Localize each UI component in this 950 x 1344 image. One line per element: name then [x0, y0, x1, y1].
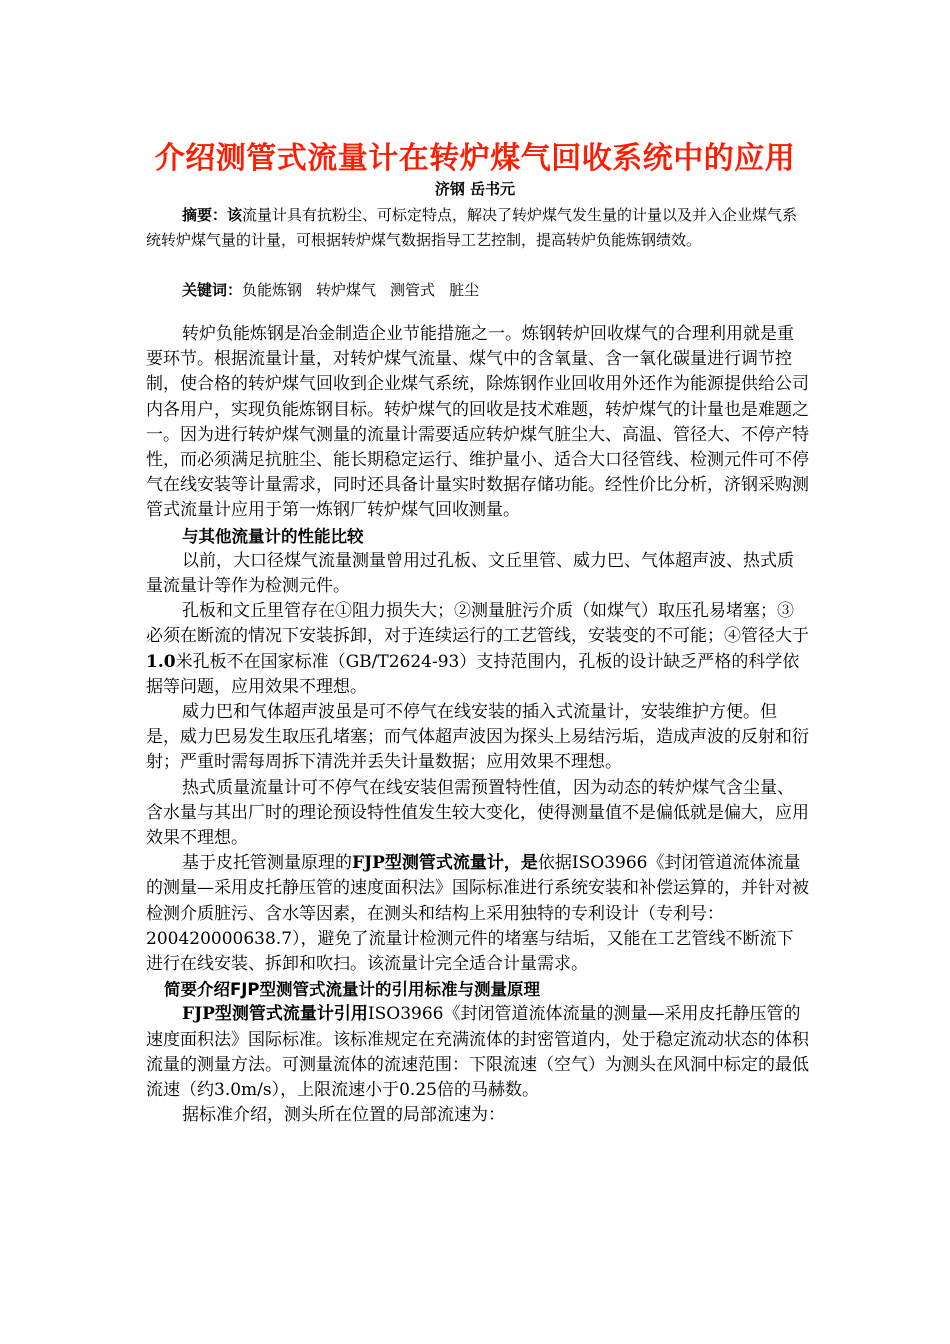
body-text	[146, 322, 810, 1129]
abstract-paragraph	[146, 203, 810, 253]
comparison-paragraph-2	[146, 599, 810, 700]
keyword-item: 脏尘	[449, 281, 480, 299]
product-name-emphasis: FJP型测管式流量计引用	[182, 1004, 368, 1025]
comparison-paragraph-5	[146, 851, 810, 977]
keyword-item: 负能炼钢	[242, 281, 303, 299]
paragraph-text: 基于皮托管测量原理的	[182, 853, 352, 874]
abstract-lead: 该	[227, 206, 243, 224]
section-heading-standard: 简要介绍FJP型测管式流量计的引用标准与测量原理	[164, 980, 541, 1000]
paragraph-text: ISO3966《封闭管道流体流量的测量—采用皮托静压管的速度面积法》国际标准。该标准规定在充满流体的封密管道内，处于稳定流动状态的体积流量的测量方法。可测量流体的流速范围：下限流速（空气）为测头在风洞中标定的最低流速（约3.0m/s），上限流速小于0.25倍的马赫数。	[146, 1004, 809, 1101]
standard-paragraph-2: 据标准介绍，测头所在位置的局部流速为：	[182, 1105, 505, 1126]
keyword-item: 转炉煤气	[316, 281, 377, 299]
pipe-size-value: 1.0	[146, 651, 176, 672]
paragraph-text: 米孔板不在国家标准（GB/T2624-93）支持范围内，孔板的设计缺乏严格的科学依据等问题，应用效果不理想。	[146, 651, 800, 697]
intro-paragraph: 转炉负能炼钢是冶金制造企业节能措施之一。炼钢转炉回收煤气的合理利用就是重要环节。根据流量计量，对转炉煤气流量、煤气中的含氧量、含一氧化碳量进行调节控制，使合格的转炉煤气回收到企业煤气系统，除炼钢作业回收用外还作为能源提供给公司内各用户，实现负能炼钢目标。转炉煤气的回收是技术难题，转炉煤气的计量也是难题之一。因为进行转炉煤气测量的流量计需要适应转炉煤气脏尘大、高温、管径大、不停产特性，而必须满足抗脏尘、能长期稳定运行、维护量小、适合大口径管线、检测元件可不停气在线安装等计量需求，同时还具备计量实时数据存储功能。经性价比分析，济钢采购测管式流量计应用于第一炼钢厂转炉煤气回收测量。	[146, 324, 809, 521]
comparison-paragraph-4: 热式质量流量计可不停气在线安装但需预置特性值，因为动态的转炉煤气含尘量、含水量与其出厂时的理论预设特性值发生较大变化，使得测量值不是偏低就是偏大，应用效果不理想。	[146, 777, 809, 849]
section-heading-comparison: 与其他流量计的性能比较	[182, 526, 364, 546]
standard-paragraph-1	[146, 1002, 810, 1103]
keyword-item: 测管式	[390, 281, 436, 299]
abstract-label: 摘要：	[182, 206, 228, 224]
paragraph-text: 孔板和文丘里管存在①阻力损失大；②测量脏污介质（如煤气）取压孔易堵塞；③必须在断流的情况下安装拆卸，对于连续运行的工艺管线，安装变的不可能；④管径大于	[146, 601, 809, 647]
comparison-paragraph-3: 威力巴和气体超声波虽是可不停气在线安装的插入式流量计，安装维护方便。但是，威力巴易发生取压孔堵塞；而气体超声波因为探头上易结污垢，造成声波的反射和衍射；严重时需每周拆下清洗并丢失计量数据；应用效果不理想。	[146, 702, 809, 773]
document-title: 介绍测管式流量计在转炉煤气回收系统中的应用	[154, 141, 796, 176]
author-line: 济钢 岳书元	[434, 180, 516, 198]
comparison-paragraph-1: 以前，大口径煤气流量测量曾用过孔板、文丘里管、威力巴、气体超声波、热式质量流量计等作为检测元件。	[146, 550, 794, 597]
paragraph-text: 依据ISO3966《封闭管道流体流量的测量—采用皮托静压管的速度面积法》国际标准进行系统安装和补偿运算的，并针对被检测介质脏污、含水等因素，在测头和结构上采用独特的专利设计（专利号：200420000638.7），避免了流量计检测元件的堵塞与结垢，又能在工艺管线不断流下进行在线安装、拆卸和吹扫。该流量计完全适合计量需求。	[146, 853, 809, 975]
keywords-label: 关键词：	[182, 281, 243, 299]
keywords-line	[146, 278, 810, 303]
abstract-text: 流量计具有抗粉尘、可标定特点，解决了转炉煤气发生量的计量以及并入企业煤气系统转炉煤气量的计量，可根据转炉煤气数据指导工艺控制，提高转炉负能炼钢绩效。	[146, 206, 798, 249]
product-name-emphasis: FJP型测管式流量计，是	[352, 853, 538, 874]
